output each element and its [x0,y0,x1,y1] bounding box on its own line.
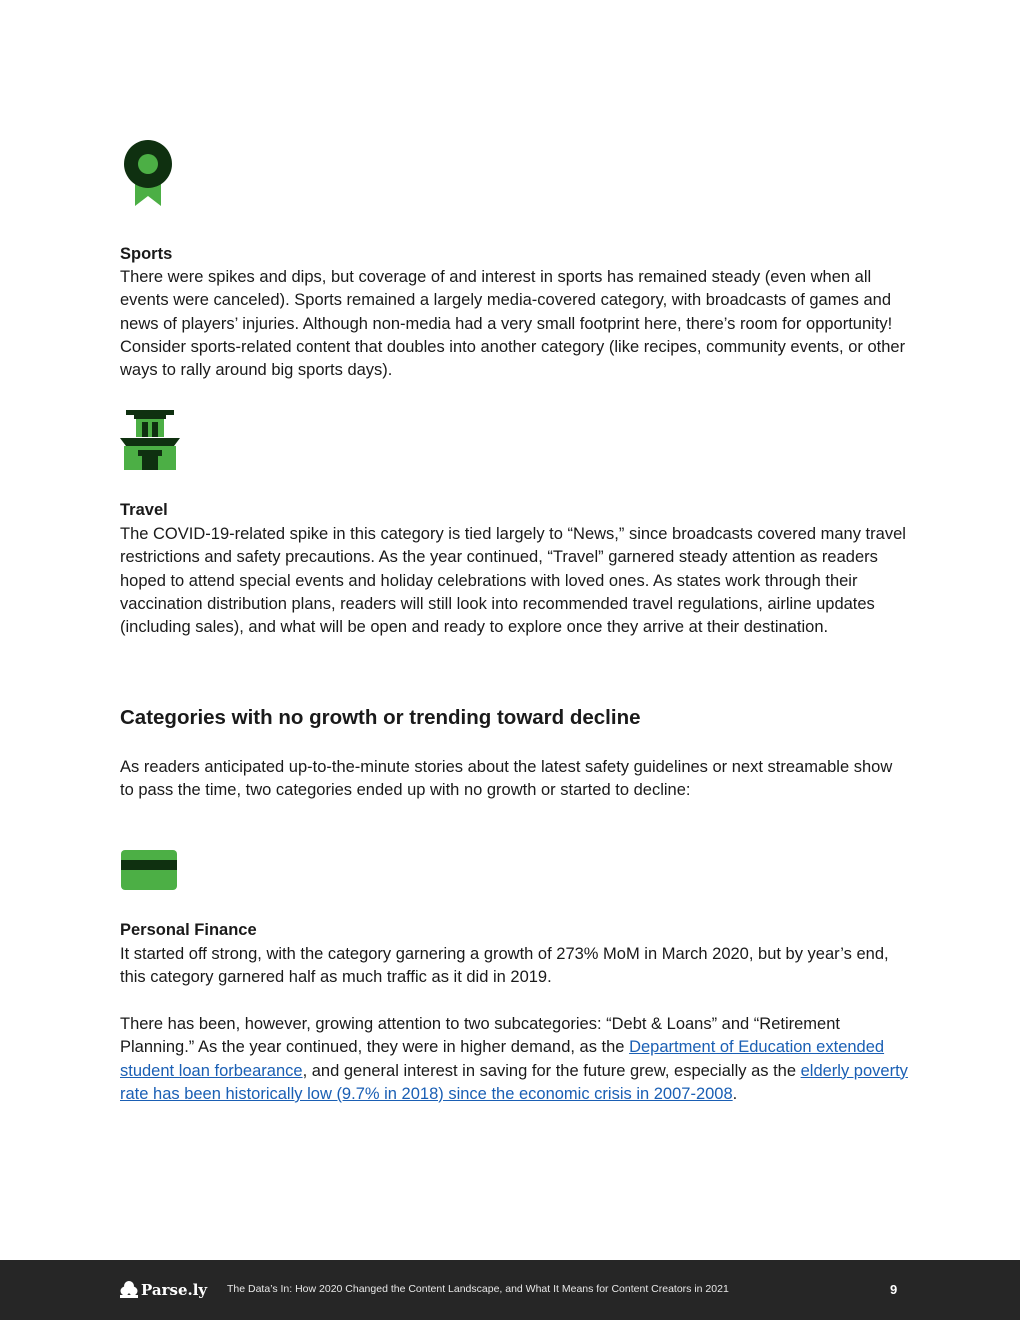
section-title-sports: Sports [120,245,173,263]
award-ribbon-icon [120,140,176,208]
section-title-travel: Travel [120,501,168,519]
finance-text-2: , and general interest in saving for the future grew, especially as the [302,1061,801,1080]
elderly-poverty-rate-link[interactable]: elderly poverty rate has been historically low (9.7% in 2018) since the economic crisis in 2007-2008 [120,1061,908,1103]
credit-card-icon [120,850,178,890]
travel-paragraph: The COVID-19-related spike in this category is tied largely to “News,” since broadcasts covered many travel restrictions and safety precautions. As the year continued, “Travel” garnered steady attention as readers hoped to attend special events and holiday celebrations with loved ones. As states work through their vaccination distribution plans, readers will still look into recommended travel regulations, airline updates (including sales), and what will be open and ready to explore once they arrive at their destination. [120,525,906,637]
pagoda-icon [120,410,180,470]
finance-text-1: There has been, however, growing attention to two subcategories: “Debt & Loans” and “Retirement Planning.” As the year continued, they were in higher demand, as the [120,1015,840,1057]
decline-heading: Categories with no growth or trending toward decline [120,706,641,729]
sports-paragraph: There were spikes and dips, but coverage of and interest in sports has remained steady (even when all events were canceled). Sports remained a largely media-covered category, with broadcasts of games and news of players’ injuries. Although non-media had a very small footprint here, there’s room for opportunity! Consider sports-related content that doubles into another category (like recipes, community events, or other ways to rally around big sports days). [120,268,906,380]
section-title-personal-finance: Personal Finance [120,921,257,939]
logo-text: Parse.ly [141,1281,208,1299]
page-number: 9 [890,1282,898,1297]
student-loan-forbearance-link[interactable]: Department of Education extended student loan forbearance [120,1038,885,1080]
finance-paragraph-2 [120,1013,910,1106]
footer-document-title: The Data’s In: How 2020 Changed the Content Landscape, and What It Means for Content Creators in 2021 [227,1283,729,1295]
finance-text-3: . [732,1084,738,1103]
decline-intro: As readers anticipated up-to-the-minute stories about the latest safety guidelines or next streamable show to pass the time, two categories ended up with no growth or started to decline: [120,758,893,800]
parsely-leaf-icon [120,1280,138,1300]
page-footer [0,1260,1020,1320]
finance-paragraph-1: It started off strong, with the category garnering a growth of 273% MoM in March 2020, but by year’s end, this category garnered half as much traffic as it did in 2019. [120,945,889,987]
parsely-logo [120,1280,207,1300]
